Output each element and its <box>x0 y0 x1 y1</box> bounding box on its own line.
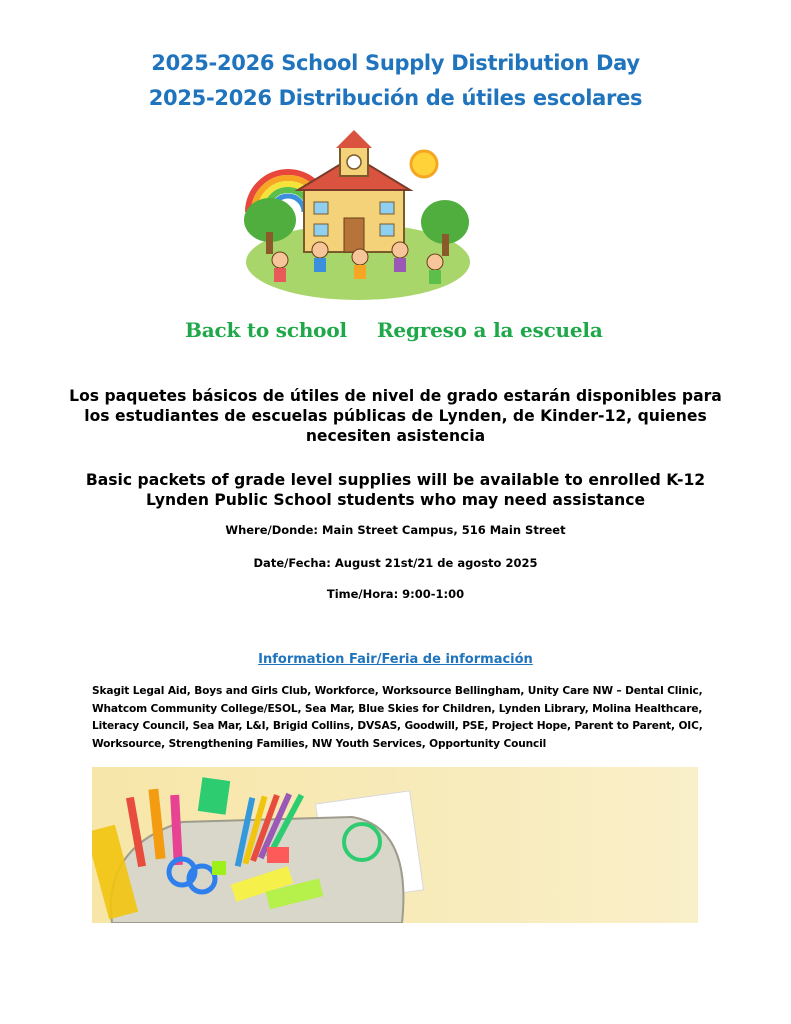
school-illustration <box>240 122 472 300</box>
event-time: Time/Hora: 9:00-1:00 <box>326 587 465 601</box>
info-fair-participants: Skagit Legal Aid, Boys and Girls Club, Workforce, Worksource Bellingham, Unity Care NW – Dental Clinic, Whatcom Community College/ESOL, Sea Mar, Blue Skies for Children, Lynden Library, Molina Healthcare, Literacy Council, Sea Mar, L&I, Brigid Collins, DVSAS, Goodwill, PSE, Project Hope, Parent to Parent, OIC, Worksource, Strengthening Families, NW Youth Services, Opportunity Council <box>92 685 703 750</box>
tagline-es: Regreso a la escuela <box>377 318 603 342</box>
description-es: Los paquetes básicos de útiles de nivel de grado estarán disponibles para los estudiantes de escuelas públicas de Lynden, de Kinder-12, quienes necesiten asistencia <box>69 386 722 445</box>
info-fair-heading: Information Fair/Feria de información <box>258 652 533 667</box>
tagline-en: Back to school <box>185 318 347 342</box>
page-title-es: 2025-2026 Distribución de útiles escolares <box>148 86 643 110</box>
page-title-en: 2025-2026 School Supply Distribution Day <box>151 51 640 75</box>
event-date: Date/Fecha: August 21st/21 de agosto 2025 <box>253 556 538 570</box>
school-supplies-photo <box>92 767 698 923</box>
description-en: Basic packets of grade level supplies will be available to enrolled K-12 Lynden Public School students who may need assistance <box>85 470 706 509</box>
event-location: Where/Donde: Main Street Campus, 516 Main Street <box>225 523 566 537</box>
